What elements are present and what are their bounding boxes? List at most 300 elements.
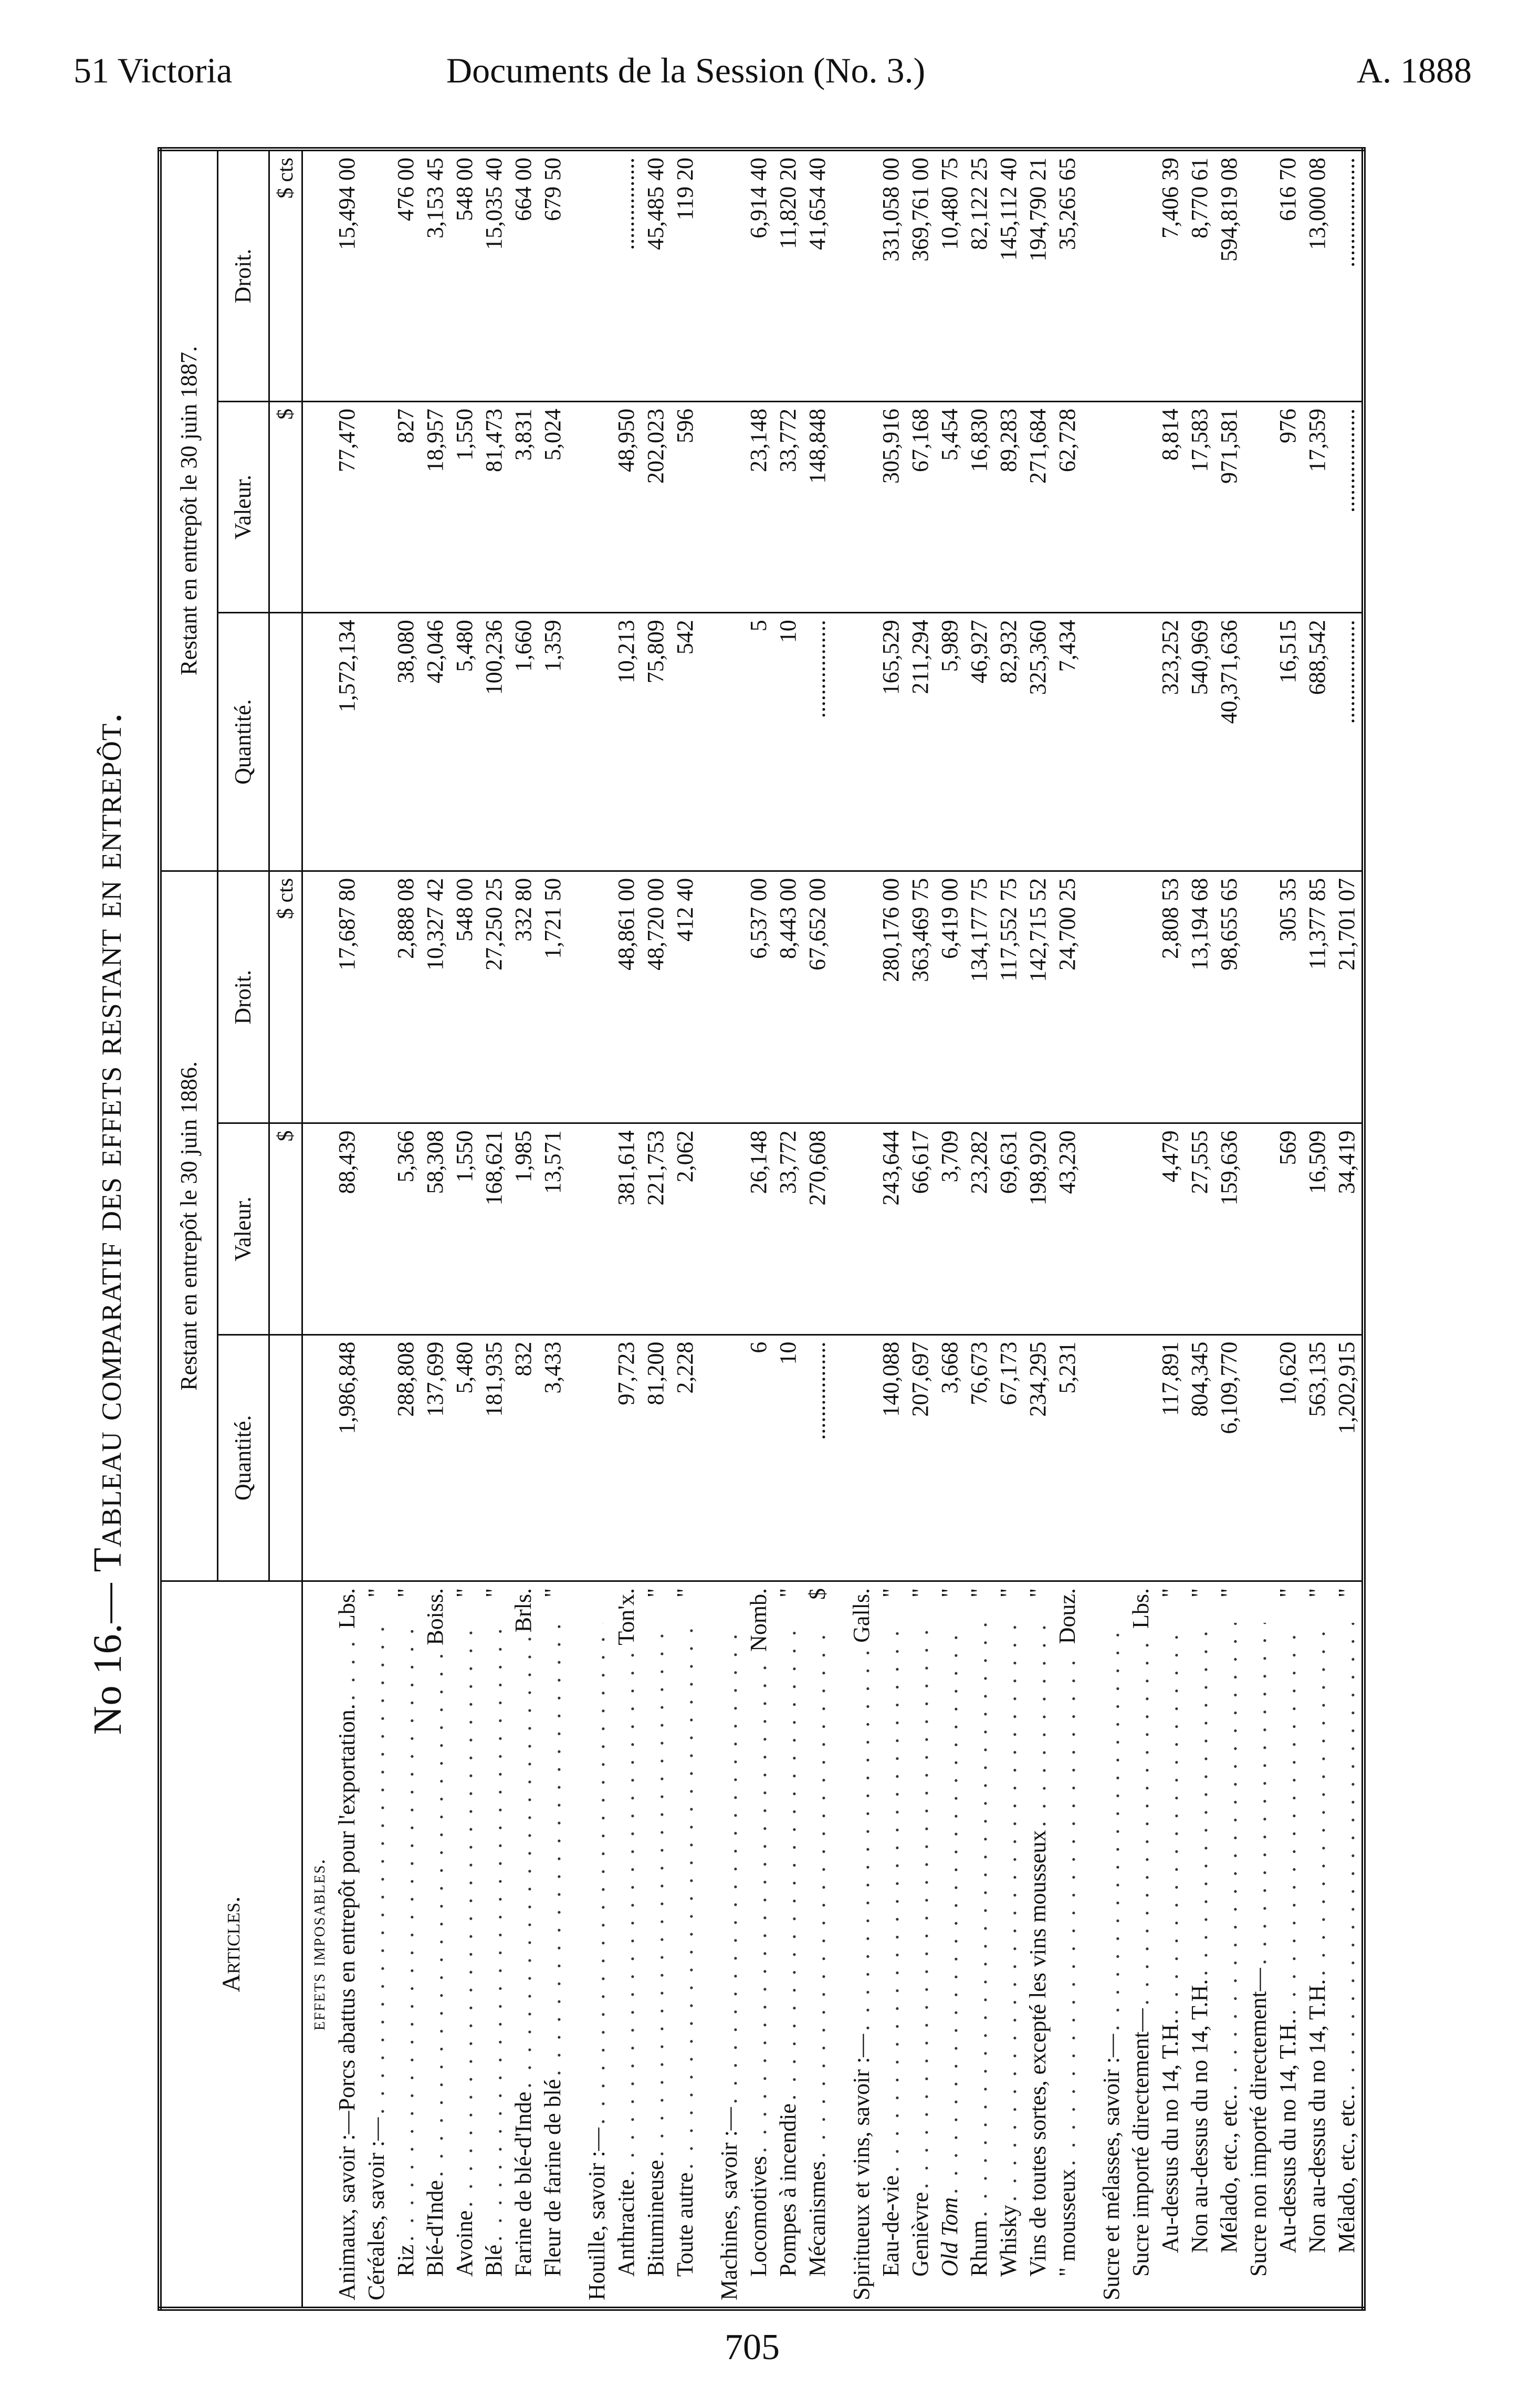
article-line	[641, 1588, 671, 2300]
article-cell	[1185, 1581, 1214, 2309]
table-row	[641, 149, 671, 2309]
empty-cell	[302, 1334, 333, 1581]
cell-droit-1886: 98,655 65	[1214, 871, 1244, 1123]
cell-quantite-1887	[847, 613, 876, 871]
leader-dots	[1332, 1623, 1361, 2091]
article-label: Machines, savoir :—	[716, 2107, 742, 2300]
article-label: Locomotives	[746, 2156, 771, 2277]
article-line	[1332, 1588, 1361, 2300]
cell-quantite-1886: 81,200	[641, 1334, 671, 1581]
cell-valeur-1886	[1126, 1123, 1156, 1334]
spacer-cell	[568, 1334, 582, 1581]
cell-valeur-1887	[1126, 402, 1156, 613]
table-body	[302, 149, 1364, 2309]
article-line	[847, 1588, 876, 2300]
cell-quantite-1886	[582, 1334, 612, 1581]
header-articles: Articles.	[160, 1581, 302, 2309]
cell-droit-1886: 6,537 00	[744, 871, 773, 1123]
cell-valeur-1886: 1,550	[450, 1123, 479, 1334]
cell-droit-1886: 2,888 08	[391, 871, 421, 1123]
article-line	[509, 1588, 538, 2300]
article-label: Rhum	[966, 2220, 992, 2277]
cell-droit-1886: 280,176 00	[876, 871, 906, 1123]
cell-quantite-1887: ..................	[1332, 613, 1364, 871]
header-valeur-1886: Valeur.	[218, 1123, 269, 1334]
article-label: Mélado, etc., etc.	[1216, 2094, 1242, 2253]
cell-valeur-1886: 27,555	[1185, 1123, 1214, 1334]
cell-quantite-1886	[715, 1334, 744, 1581]
cell-droit-1887	[1244, 149, 1273, 402]
cell-quantite-1886: 5,480	[450, 1334, 479, 1581]
cell-quantite-1887: 688,542	[1303, 613, 1332, 871]
article-label: Au-dessus du no 14, T.H.	[1157, 2018, 1183, 2253]
cell-quantite-1887	[1126, 613, 1156, 871]
cell-droit-1886: 8,443 00	[773, 871, 803, 1123]
leader-dots	[994, 1623, 1023, 2202]
article-unit: Nomb.	[746, 1588, 771, 1652]
cell-droit-1887: 35,265 65	[1053, 149, 1082, 402]
cell-quantite-1886: 563,135	[1303, 1334, 1332, 1581]
article-label: Blé	[481, 2244, 507, 2277]
table-row	[1053, 149, 1082, 2309]
leader-dots	[965, 1623, 994, 2217]
leader-dots	[612, 1649, 641, 2176]
cell-valeur-1887: 17,359	[1303, 402, 1332, 613]
article-line	[1023, 1588, 1053, 2300]
leader-dots	[479, 1623, 509, 2241]
cell-valeur-1887: 77,470	[332, 402, 362, 613]
cell-droit-1886: 67,652 00	[803, 871, 832, 1123]
article-unit: "	[1275, 1588, 1301, 1598]
table-row	[1156, 149, 1185, 2309]
cell-droit-1887: 679 50	[538, 149, 568, 402]
leader-dots	[421, 1649, 450, 2177]
article-unit: "	[1157, 1588, 1183, 1598]
cell-quantite-1886: 234,295	[1023, 1334, 1053, 1581]
cell-quantite-1887: 46,927	[965, 613, 994, 871]
cell-quantite-1887: 16,515	[1273, 613, 1303, 871]
leader-dots	[1273, 1623, 1303, 2015]
cell-droit-1886: 21,701 07	[1332, 871, 1364, 1123]
cell-droit-1887: 41,654 40	[803, 149, 832, 402]
spacer-cell	[700, 1334, 715, 1581]
cell-quantite-1887: 75,809	[641, 613, 671, 871]
leader-dots	[715, 1623, 744, 2104]
article-line	[421, 1588, 450, 2300]
leader-dots	[744, 1655, 773, 2153]
table-row	[906, 149, 935, 2309]
cell-droit-1886: 27,250 25	[479, 871, 509, 1123]
article-line	[715, 1588, 744, 2300]
spacer-cell	[1082, 1123, 1097, 1334]
cell-valeur-1887: 971,581	[1214, 402, 1244, 613]
article-line	[744, 1588, 773, 2300]
cell-valeur-1886: 26,148	[744, 1123, 773, 1334]
table-row	[1332, 149, 1364, 2309]
cell-quantite-1887: 38,080	[391, 613, 421, 871]
cell-valeur-1886	[847, 1123, 876, 1334]
cell-valeur-1887	[362, 402, 391, 613]
cell-valeur-1887: 1,550	[450, 402, 479, 613]
cell-quantite-1886: 117,891	[1156, 1334, 1185, 1581]
article-cell	[538, 1581, 568, 2309]
cell-quantite-1886: 6,109,770	[1214, 1334, 1244, 1581]
table-row	[391, 149, 421, 2309]
cell-valeur-1886: 198,920	[1023, 1123, 1053, 1334]
empty-cell	[302, 1123, 333, 1334]
cell-valeur-1887: 8,814	[1156, 402, 1185, 613]
cell-quantite-1886: 1,202,915	[1332, 1334, 1364, 1581]
cell-valeur-1887: 62,728	[1053, 402, 1082, 613]
article-cell	[994, 1581, 1023, 2309]
cell-quantite-1886: 76,673	[965, 1334, 994, 1581]
article-line	[450, 1588, 479, 2300]
cell-valeur-1887: ..................	[1332, 402, 1364, 613]
article-line	[876, 1588, 906, 2300]
leader-dots	[1097, 1623, 1126, 2031]
cell-droit-1886	[847, 871, 876, 1123]
article-unit: Brls.	[510, 1588, 536, 1633]
article-line	[1273, 1588, 1303, 2300]
unit-droit-1886: $ cts	[269, 871, 302, 1123]
cell-valeur-1887: 17,583	[1185, 402, 1214, 613]
spacer-cell	[568, 1123, 582, 1334]
leader-dots	[906, 1623, 935, 2189]
cell-quantite-1886: 832	[509, 1334, 538, 1581]
article-cell	[509, 1581, 538, 2309]
article-label: Whisky	[996, 2205, 1021, 2277]
article-line	[773, 1588, 803, 2300]
cell-valeur-1886: 221,753	[641, 1123, 671, 1334]
leader-dots	[582, 1623, 612, 2124]
cell-valeur-1887: 33,772	[773, 402, 803, 613]
article-line	[803, 1588, 832, 2300]
article-line	[1214, 1588, 1244, 2300]
cell-valeur-1887: 5,454	[935, 402, 965, 613]
spacer-cell	[832, 1334, 847, 1581]
article-cell	[715, 1581, 744, 2309]
article-cell	[671, 1581, 700, 2309]
cell-valeur-1886	[582, 1123, 612, 1334]
table-row	[362, 149, 391, 2309]
leader-dots	[641, 1623, 671, 2157]
cell-valeur-1887: 67,168	[906, 402, 935, 613]
spacer-cell	[700, 613, 715, 871]
table-row	[509, 149, 538, 2309]
cell-quantite-1886: 10	[773, 1334, 803, 1581]
article-unit: "	[1334, 1588, 1359, 1598]
article-label: Avoine	[452, 2210, 477, 2277]
cell-quantite-1886	[1097, 1334, 1126, 1581]
cell-valeur-1886: 243,644	[876, 1123, 906, 1334]
article-unit: "	[878, 1588, 904, 1598]
cell-valeur-1886: 16,509	[1303, 1123, 1332, 1334]
article-cell	[641, 1581, 671, 2309]
article-label: Old Tom	[937, 2197, 962, 2277]
article-cell	[479, 1581, 509, 2309]
cell-quantite-1887: 1,359	[538, 613, 568, 871]
cell-quantite-1886	[1244, 1334, 1273, 1581]
cell-quantite-1886: .................	[803, 1334, 832, 1581]
spacer-cell	[1082, 1581, 1097, 2309]
article-label: Non au-dessus du no 14, T.H.	[1187, 1979, 1212, 2253]
spacer-row	[1082, 149, 1097, 2309]
header-valeur-1887: Valeur.	[218, 402, 269, 613]
article-line	[1097, 1588, 1126, 2300]
cell-valeur-1886: 33,772	[773, 1123, 803, 1334]
article-unit: "	[643, 1588, 668, 1598]
article-unit: "	[672, 1588, 698, 1598]
leader-dots	[1303, 1623, 1332, 1976]
spacer-cell	[1082, 613, 1097, 871]
cell-droit-1887: 369,761 00	[906, 149, 935, 402]
cell-quantite-1887: 5,480	[450, 613, 479, 871]
leader-dots	[538, 1623, 568, 2076]
cell-valeur-1886: 34,419	[1332, 1123, 1364, 1334]
cell-droit-1887: 6,914 40	[744, 149, 773, 402]
unit-valeur-1887: $	[269, 402, 302, 613]
cell-droit-1886	[1244, 871, 1273, 1123]
article-label: Riz	[393, 2244, 418, 2277]
cell-droit-1886: 134,177 75	[965, 871, 994, 1123]
article-unit: "	[1187, 1588, 1212, 1598]
cell-droit-1887: 13,000 08	[1303, 149, 1332, 402]
cell-quantite-1887: 325,360	[1023, 613, 1053, 871]
cell-droit-1886: 17,687 80	[332, 871, 362, 1123]
cell-quantite-1886: 5,231	[1053, 1334, 1082, 1581]
header-group-1887: Restant en entrepôt le 30 juin 1887.	[160, 149, 218, 871]
spacer-row	[832, 149, 847, 2309]
cell-droit-1887: 8,770 61	[1185, 149, 1214, 402]
spacer-cell	[700, 149, 715, 402]
header-quantite-1886: Quantité.	[218, 1334, 269, 1581]
article-unit: Douz.	[1054, 1588, 1080, 1644]
leader-dots	[773, 1623, 803, 2100]
empty-cell	[302, 871, 333, 1123]
cell-valeur-1886: 66,617	[906, 1123, 935, 1334]
cell-valeur-1887	[847, 402, 876, 613]
cell-droit-1886: 48,861 00	[612, 871, 641, 1123]
empty-cell	[302, 402, 333, 613]
cell-droit-1887	[582, 149, 612, 402]
unit-quantite-1887	[269, 613, 302, 871]
cell-quantite-1886: 3,433	[538, 1334, 568, 1581]
unit-droit-1887: $ cts	[269, 149, 302, 402]
cell-droit-1886	[1097, 871, 1126, 1123]
table-row	[1185, 149, 1214, 2309]
article-cell	[744, 1581, 773, 2309]
cell-valeur-1887: 976	[1273, 402, 1303, 613]
article-cell	[847, 1581, 876, 2309]
article-cell	[876, 1581, 906, 2309]
cell-droit-1886: 48,720 00	[641, 871, 671, 1123]
article-label: Pompes à incendie	[775, 2103, 801, 2277]
cell-droit-1887: 594,819 08	[1214, 149, 1244, 402]
cell-quantite-1887: 323,252	[1156, 613, 1185, 871]
cell-quantite-1887: 542	[671, 613, 700, 871]
cell-droit-1887: ...................	[1332, 149, 1364, 402]
article-cell	[906, 1581, 935, 2309]
article-unit: "	[1304, 1588, 1330, 1598]
cell-quantite-1886: 207,697	[906, 1334, 935, 1581]
table-row	[671, 149, 700, 2309]
article-cell	[1023, 1581, 1053, 2309]
leader-dots	[671, 1623, 700, 2170]
cell-quantite-1886: 2,228	[671, 1334, 700, 1581]
cell-valeur-1887: 202,023	[641, 402, 671, 613]
table-row	[479, 149, 509, 2309]
running-head-left: 51 Victoria	[74, 50, 233, 90]
table-row	[1023, 149, 1053, 2309]
cell-droit-1886	[362, 871, 391, 1123]
cell-droit-1886: 142,715 52	[1023, 871, 1053, 1123]
cell-valeur-1887	[1244, 402, 1273, 613]
table-row	[1126, 149, 1156, 2309]
leader-dots	[935, 1623, 965, 2194]
section-heading: effets imposables.	[302, 1581, 333, 2309]
table-title	[68, 137, 147, 2311]
cell-droit-1887: 476 00	[391, 149, 421, 402]
cell-quantite-1887: 42,046	[421, 613, 450, 871]
article-line	[1303, 1588, 1332, 2300]
article-line	[479, 1588, 509, 2300]
leader-dots	[1244, 1623, 1273, 1965]
spacer-cell	[568, 402, 582, 613]
cell-quantite-1886: 288,808	[391, 1334, 421, 1581]
running-head-right: A. 1888	[1356, 50, 1472, 90]
article-label: Genièvre	[907, 2192, 933, 2277]
cell-valeur-1887: 5,024	[538, 402, 568, 613]
table-row	[715, 149, 744, 2309]
cell-quantite-1887: 211,294	[906, 613, 935, 871]
spacer-cell	[700, 1581, 715, 2309]
cell-droit-1887: 616 70	[1273, 149, 1303, 402]
article-label: Bitumineuse	[643, 2160, 668, 2277]
table-row	[994, 149, 1023, 2309]
cell-valeur-1887	[1097, 402, 1126, 613]
cell-valeur-1887	[715, 402, 744, 613]
cell-quantite-1887: 165,529	[876, 613, 906, 871]
cell-droit-1886: 1,721 50	[538, 871, 568, 1123]
cell-quantite-1886: 140,088	[876, 1334, 906, 1581]
table-row	[332, 149, 362, 2309]
spacer-cell	[700, 1123, 715, 1334]
cell-droit-1887: 7,406 39	[1156, 149, 1185, 402]
article-cell	[803, 1581, 832, 2309]
leader-dots	[1023, 1623, 1053, 1827]
cell-quantite-1887: 5	[744, 613, 773, 871]
article-label: Anthracite	[613, 2179, 639, 2277]
article-cell	[332, 1581, 362, 2309]
article-unit: "	[775, 1588, 801, 1598]
table-row	[1303, 149, 1332, 2309]
cell-droit-1887: 194,790 21	[1023, 149, 1053, 402]
spacer-cell	[832, 149, 847, 402]
unit-valeur-1886: $	[269, 1123, 302, 1334]
cell-valeur-1887: 18,957	[421, 402, 450, 613]
spacer-cell	[832, 1581, 847, 2309]
cell-quantite-1886: 1,986,848	[332, 1334, 362, 1581]
cell-droit-1886: 2,808 53	[1156, 871, 1185, 1123]
article-unit: Boiss.	[422, 1588, 448, 1645]
cell-droit-1886: 13,194 68	[1185, 871, 1214, 1123]
empty-cell	[302, 613, 333, 871]
cell-quantite-1886: 137,699	[421, 1334, 450, 1581]
table-row	[744, 149, 773, 2309]
cell-valeur-1886: 23,282	[965, 1123, 994, 1334]
article-label: Mécanismes	[804, 2161, 830, 2277]
cell-droit-1886	[582, 871, 612, 1123]
cell-droit-1886: 11,377 85	[1303, 871, 1332, 1123]
cell-valeur-1886	[1097, 1123, 1126, 1334]
article-unit: "	[937, 1588, 962, 1598]
table-row	[1244, 149, 1273, 2309]
cell-droit-1887: 15,494 00	[332, 149, 362, 402]
cell-droit-1887: 145,112 40	[994, 149, 1023, 402]
leader-dots	[803, 1623, 832, 2158]
unit-quantite-1886	[269, 1334, 302, 1581]
cell-quantite-1886	[1126, 1334, 1156, 1581]
spacer-cell	[1082, 871, 1097, 1123]
cell-valeur-1886: 168,621	[479, 1123, 509, 1334]
article-label: Toute autre	[672, 2172, 698, 2277]
cell-quantite-1887: 10,213	[612, 613, 641, 871]
cell-valeur-1886	[1244, 1123, 1273, 1334]
table-row	[1214, 149, 1244, 2309]
cell-droit-1886: 10,327 42	[421, 871, 450, 1123]
article-cell	[965, 1581, 994, 2309]
cell-droit-1886: 6,419 00	[935, 871, 965, 1123]
article-label: Sucre non importé directement—	[1245, 1968, 1271, 2277]
article-unit: Lbs.	[1128, 1588, 1154, 1629]
article-cell	[1156, 1581, 1185, 2309]
spacer-cell	[568, 613, 582, 871]
article-unit: "	[1216, 1588, 1242, 1598]
cell-valeur-1887: 81,473	[479, 402, 509, 613]
cell-droit-1887	[715, 149, 744, 402]
cell-valeur-1886: 58,308	[421, 1123, 450, 1334]
comparative-table	[158, 147, 1366, 2311]
article-line	[1053, 1588, 1082, 2300]
leader-dots	[332, 1632, 362, 1701]
cell-valeur-1886	[362, 1123, 391, 1334]
leader-dots	[1126, 1632, 1156, 2005]
article-label: Houille, savoir :—	[584, 2128, 610, 2300]
table-row	[450, 149, 479, 2309]
table-row	[1097, 149, 1126, 2309]
rotated-table-page	[68, 137, 1507, 2311]
cell-valeur-1887: 23,148	[744, 402, 773, 613]
article-line	[391, 1588, 421, 2300]
cell-droit-1887: 15,035 40	[479, 149, 509, 402]
header-droit-1886: Droit.	[218, 871, 269, 1123]
article-label: Mélado, etc., etc.	[1334, 2094, 1359, 2253]
article-unit: Ton'x.	[613, 1588, 639, 1645]
article-label: Animaux, savoir :—Porcs abattus en entrepôt pour l'exportation.	[334, 1704, 360, 2300]
cell-valeur-1887: 827	[391, 402, 421, 613]
article-label: Farine de blé-d'Inde	[510, 2091, 536, 2277]
article-unit: "	[393, 1588, 418, 1598]
spacer-cell	[568, 149, 582, 402]
spacer-cell	[1082, 149, 1097, 402]
table-row	[803, 149, 832, 2309]
cell-droit-1886: 24,700 25	[1053, 871, 1082, 1123]
cell-droit-1887: 664 00	[509, 149, 538, 402]
leader-dots	[362, 1623, 391, 2114]
table-title-text: Tableau comparatif des effets restant en entrepôt.	[85, 712, 130, 1572]
article-cell	[1097, 1581, 1126, 2309]
cell-droit-1886: 412 40	[671, 871, 700, 1123]
